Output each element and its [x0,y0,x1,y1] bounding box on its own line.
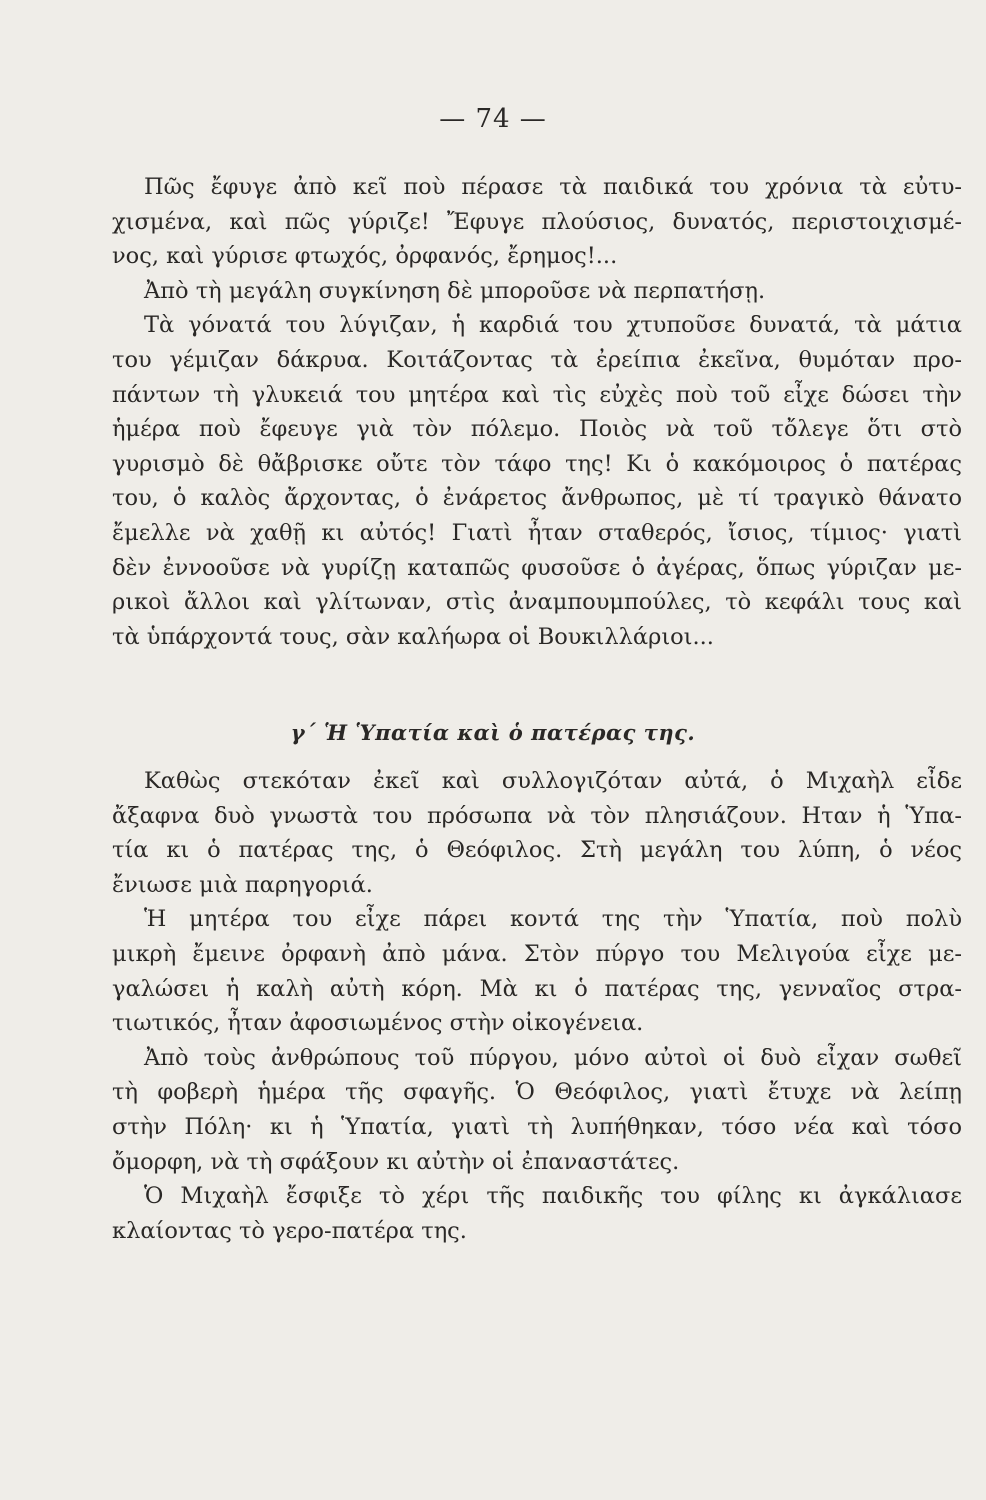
text-line: Ἡ μητέρα του εἶχε πάρει κοντά της τὴν Ὑπατία, ποὺ πολὺ [144,906,962,933]
text-line: στὴν Πόλη· κι ἡ Ὑπατία, γιατὶ τὴ λυπήθηκαν, τόσο νέα καὶ τόσο [112,1113,962,1140]
text-block-one [112,170,962,654]
text-line: ἄξαφνα δυὸ γνωστὰ του πρόσωπα νὰ τὸν πλησιάζουν. Ηταν ἡ Ὑπα- [112,802,962,829]
section-heading: γ΄ Ἡ Ὑπατία καὶ ὁ πατέρας της. [290,720,696,745]
text-line: ἔνιωσε μιὰ παρηγοριά. [112,871,373,898]
text-line: τιωτικός, ἦταν ἀφοσιωμένος στὴν οἰκογένεια. [112,1010,644,1037]
text-line: Ἀπὸ τοὺς ἀνθρώπους τοῦ πύργου, μόνο αὐτοὶ οἱ δυὸ εἶχαν σωθεῖ [144,1044,962,1071]
text-line: του γέμιζαν δάκρυα. Κοιτάζοντας τὰ ἐρείπια ἐκεῖνα, θυμόταν προ- [112,346,962,373]
text-line: ὄμορφη, νὰ τὴ σφάξουν κι αὐτὴν οἱ ἐπαναστάτες. [112,1148,680,1175]
text-line: Πῶς ἔφυγε ἀπὸ κεῖ ποὺ πέρασε τὰ παιδικά του χρόνια τὰ εὐτυ- [144,174,962,200]
text-line: Τὰ γόνατά του λύγιζαν, ἡ καρδιά του χτυποῦσε δυνατά, τὰ μάτια [144,312,962,339]
text-line: δὲν ἐννοοῦσε νὰ γυρίζῃ καταπῶς φυσοῦσε ὁ ἀγέρας, ὅπως γύριζαν με- [112,554,962,581]
text-line: γαλώσει ἡ καλὴ αὐτὴ κόρη. Μὰ κι ὁ πατέρας της, γενναῖος στρα- [112,975,962,1002]
text-line: τία κι ὁ πατέρας της, ὁ Θεόφιλος. Στὴ μεγάλη του λύπη, ὁ νέος [112,837,962,864]
text-line: κλαίοντας τὸ γερο-πατέρα της. [112,1217,467,1244]
text-line: τὰ ὑπάρχοντά τους, σὰν καλήωρα οἱ Βουκιλλάριοι... [112,623,714,650]
page-number: — 74 — [439,104,547,134]
text-line: του, ὁ καλὸς ἄρχοντας, ὁ ἐνάρετος ἄνθρωπος, μὲ τί τραγικὸ θάνατο [112,485,962,512]
text-line: πάντων τὴ γλυκειά του μητέρα καὶ τὶς εὐχὲς ποὺ τοῦ εἶχε δώσει τὴν [112,381,962,408]
text-line: ρικοὶ ἄλλοι καὶ γλίτωναν, στὶς ἀναμπουμπούλες, τὸ κεφάλι τους καὶ [112,589,962,616]
text-line: νος, καὶ γύρισε φτωχός, ὀρφανός, ἔρημος!... [112,243,618,270]
text-line: μικρὴ ἔμεινε ὀρφανὴ ἀπὸ μάνα. Στὸν πύργο του Μελιγούα εἶχε με- [112,940,962,967]
text-line: τὴ φοβερὴ ἡμέρα τῆς σφαγῆς. Ὁ Θεόφιλος, γιατὶ ἔτυχε νὰ λείπῃ [112,1079,962,1106]
text-line: Ὁ Μιχαὴλ ἔσφιξε τὸ χέρι τῆς παιδικῆς του φίλης κι ἀγκάλιασε [144,1183,962,1210]
text-line: γυρισμὸ δὲ θἄβρισκε οὔτε τὸν τάφο της! Κι ὁ κακόμοιρος ὁ πατέρας [112,450,962,477]
text-line: Ἀπὸ τὴ μεγάλη συγκίνηση δὲ μποροῦσε νὰ περπατήσῃ. [144,277,766,304]
text-line: ἡμέρα ποὺ ἔφευγε γιὰ τὸν πόλεμο. Ποιὸς νὰ τοῦ τὄλεγε ὅτι στὸ [112,416,962,443]
text-line: ἔμελλε νὰ χαθῇ κι αὐτός! Γιατὶ ἦταν σταθερός, ἴσιος, τίμιος· γιατὶ [112,519,962,546]
text-line: Καθὼς στεκόταν ἐκεῖ καὶ συλλογιζόταν αὐτά, ὁ Μιχαὴλ εἶδε [144,768,962,794]
text-line: χισμένα, καὶ πῶς γύριζε! Ἔφυγε πλούσιος, δυνατός, περιστοιχισμέ- [112,208,962,235]
text-block-two [112,764,962,1248]
